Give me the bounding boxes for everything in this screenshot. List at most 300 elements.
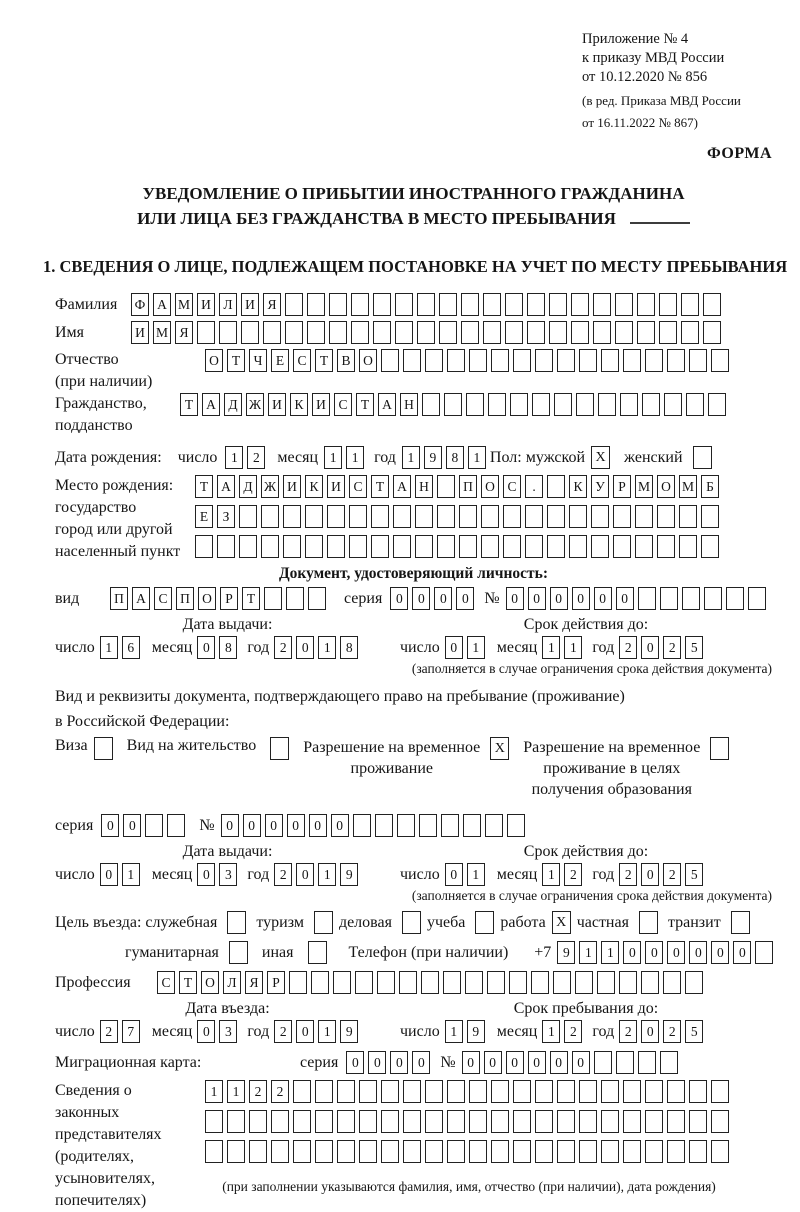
char-box[interactable]: [261, 505, 279, 528]
char-box[interactable]: [711, 1140, 729, 1163]
char-box[interactable]: 0: [445, 636, 463, 659]
char-box[interactable]: [415, 505, 433, 528]
purpose-humanitarian-checkbox[interactable]: [229, 941, 248, 964]
char-box[interactable]: Т: [195, 475, 213, 498]
char-box[interactable]: [421, 971, 439, 994]
char-box[interactable]: 9: [340, 863, 358, 886]
char-box[interactable]: [469, 1140, 487, 1163]
char-box[interactable]: 0: [528, 587, 546, 610]
char-box[interactable]: [637, 293, 655, 316]
char-box[interactable]: 0: [689, 941, 707, 964]
char-box[interactable]: 1: [205, 1080, 223, 1103]
char-box[interactable]: 1: [579, 941, 597, 964]
char-box[interactable]: [403, 1140, 421, 1163]
char-box[interactable]: 1: [346, 446, 364, 469]
char-box[interactable]: [289, 971, 307, 994]
char-box[interactable]: [195, 535, 213, 558]
char-box[interactable]: [711, 349, 729, 372]
purpose-study-checkbox[interactable]: [475, 911, 494, 934]
char-box[interactable]: [685, 971, 703, 994]
char-box[interactable]: [403, 349, 421, 372]
char-box[interactable]: И: [268, 393, 286, 416]
char-box[interactable]: [485, 814, 503, 837]
char-box[interactable]: Л: [219, 293, 237, 316]
char-box[interactable]: [359, 1110, 377, 1133]
char-box[interactable]: 1: [225, 446, 243, 469]
char-box[interactable]: 0: [506, 1051, 524, 1074]
char-box[interactable]: 2: [249, 1080, 267, 1103]
char-box[interactable]: С: [503, 475, 521, 498]
char-box[interactable]: 2: [274, 863, 292, 886]
char-box[interactable]: [681, 293, 699, 316]
char-box[interactable]: 1: [122, 863, 140, 886]
char-box[interactable]: 0: [645, 941, 663, 964]
char-box[interactable]: 3: [219, 863, 237, 886]
char-box[interactable]: И: [197, 293, 215, 316]
char-box[interactable]: 8: [340, 636, 358, 659]
char-box[interactable]: Т: [371, 475, 389, 498]
char-box[interactable]: [613, 535, 631, 558]
char-box[interactable]: 2: [619, 1020, 637, 1043]
char-box[interactable]: [535, 1140, 553, 1163]
char-box[interactable]: [393, 535, 411, 558]
char-box[interactable]: 0: [243, 814, 261, 837]
char-box[interactable]: Т: [179, 971, 197, 994]
char-box[interactable]: [615, 321, 633, 344]
char-box[interactable]: 0: [309, 814, 327, 837]
char-box[interactable]: [437, 535, 455, 558]
char-box[interactable]: [593, 293, 611, 316]
char-box[interactable]: [491, 1080, 509, 1103]
char-box[interactable]: Т: [242, 587, 260, 610]
char-box[interactable]: [355, 971, 373, 994]
char-box[interactable]: [645, 1080, 663, 1103]
char-box[interactable]: Я: [245, 971, 263, 994]
char-box[interactable]: [645, 1140, 663, 1163]
char-box[interactable]: 2: [619, 863, 637, 886]
char-box[interactable]: 0: [667, 941, 685, 964]
char-box[interactable]: 8: [446, 446, 464, 469]
char-box[interactable]: [557, 1080, 575, 1103]
char-box[interactable]: 0: [641, 636, 659, 659]
purpose-tourism-checkbox[interactable]: [314, 911, 333, 934]
char-box[interactable]: [447, 1080, 465, 1103]
char-box[interactable]: [417, 321, 435, 344]
temp-residence-checkbox[interactable]: X: [490, 737, 509, 760]
char-box[interactable]: [285, 321, 303, 344]
char-box[interactable]: 2: [274, 1020, 292, 1043]
purpose-other-checkbox[interactable]: [308, 941, 327, 964]
char-box[interactable]: [217, 535, 235, 558]
char-box[interactable]: 0: [123, 814, 141, 837]
char-box[interactable]: 2: [564, 1020, 582, 1043]
char-box[interactable]: 0: [296, 1020, 314, 1043]
char-box[interactable]: [711, 1080, 729, 1103]
char-box[interactable]: [681, 321, 699, 344]
char-box[interactable]: 0: [623, 941, 641, 964]
char-box[interactable]: [205, 1140, 223, 1163]
char-box[interactable]: [579, 1080, 597, 1103]
char-box[interactable]: М: [175, 293, 193, 316]
char-box[interactable]: 0: [101, 814, 119, 837]
purpose-work-checkbox[interactable]: X: [552, 911, 571, 934]
char-box[interactable]: [349, 535, 367, 558]
char-box[interactable]: 8: [219, 636, 237, 659]
char-box[interactable]: [726, 587, 744, 610]
char-box[interactable]: Я: [263, 293, 281, 316]
char-box[interactable]: [425, 1110, 443, 1133]
char-box[interactable]: [491, 349, 509, 372]
char-box[interactable]: [689, 349, 707, 372]
char-box[interactable]: [667, 1080, 685, 1103]
char-box[interactable]: 0: [390, 587, 408, 610]
char-box[interactable]: 6: [122, 636, 140, 659]
char-box[interactable]: [601, 1110, 619, 1133]
char-box[interactable]: [667, 1110, 685, 1133]
char-box[interactable]: [425, 1140, 443, 1163]
char-box[interactable]: [549, 293, 567, 316]
char-box[interactable]: 2: [100, 1020, 118, 1043]
char-box[interactable]: Д: [224, 393, 242, 416]
char-box[interactable]: 0: [572, 587, 590, 610]
char-box[interactable]: [447, 349, 465, 372]
char-box[interactable]: [576, 393, 594, 416]
char-box[interactable]: [557, 349, 575, 372]
char-box[interactable]: К: [569, 475, 587, 498]
char-box[interactable]: [469, 1110, 487, 1133]
char-box[interactable]: [638, 587, 656, 610]
visa-checkbox[interactable]: [94, 737, 113, 760]
char-box[interactable]: [315, 1110, 333, 1133]
char-box[interactable]: [513, 1080, 531, 1103]
char-box[interactable]: 0: [412, 587, 430, 610]
char-box[interactable]: 9: [340, 1020, 358, 1043]
char-box[interactable]: [375, 814, 393, 837]
char-box[interactable]: [535, 1080, 553, 1103]
char-box[interactable]: [689, 1110, 707, 1133]
char-box[interactable]: [703, 321, 721, 344]
char-box[interactable]: 1: [467, 636, 485, 659]
char-box[interactable]: [337, 1140, 355, 1163]
char-box[interactable]: [305, 535, 323, 558]
char-box[interactable]: [659, 293, 677, 316]
char-box[interactable]: [679, 505, 697, 528]
char-box[interactable]: [557, 1110, 575, 1133]
char-box[interactable]: [642, 393, 660, 416]
char-box[interactable]: Н: [400, 393, 418, 416]
char-box[interactable]: Д: [239, 475, 257, 498]
char-box[interactable]: О: [205, 349, 223, 372]
char-box[interactable]: [571, 321, 589, 344]
char-box[interactable]: [261, 535, 279, 558]
char-box[interactable]: [373, 293, 391, 316]
char-box[interactable]: [507, 814, 525, 837]
char-box[interactable]: [219, 321, 237, 344]
char-box[interactable]: Е: [195, 505, 213, 528]
char-box[interactable]: [645, 1110, 663, 1133]
char-box[interactable]: [263, 321, 281, 344]
char-box[interactable]: [439, 321, 457, 344]
char-box[interactable]: Т: [180, 393, 198, 416]
char-box[interactable]: И: [131, 321, 149, 344]
char-box[interactable]: 1: [402, 446, 420, 469]
char-box[interactable]: [359, 1140, 377, 1163]
char-box[interactable]: [315, 1080, 333, 1103]
char-box[interactable]: О: [657, 475, 675, 498]
char-box[interactable]: П: [176, 587, 194, 610]
char-box[interactable]: 0: [445, 863, 463, 886]
char-box[interactable]: 1: [318, 636, 336, 659]
char-box[interactable]: [461, 321, 479, 344]
char-box[interactable]: А: [393, 475, 411, 498]
char-box[interactable]: [393, 505, 411, 528]
char-box[interactable]: [704, 587, 722, 610]
char-box[interactable]: 2: [663, 1020, 681, 1043]
char-box[interactable]: Ж: [246, 393, 264, 416]
char-box[interactable]: 0: [484, 1051, 502, 1074]
char-box[interactable]: [443, 971, 461, 994]
char-box[interactable]: [525, 535, 543, 558]
char-box[interactable]: [419, 814, 437, 837]
char-box[interactable]: [547, 475, 565, 498]
char-box[interactable]: 1: [318, 863, 336, 886]
char-box[interactable]: 0: [265, 814, 283, 837]
char-box[interactable]: К: [290, 393, 308, 416]
char-box[interactable]: [531, 971, 549, 994]
char-box[interactable]: 9: [557, 941, 575, 964]
char-box[interactable]: 0: [412, 1051, 430, 1074]
char-box[interactable]: 0: [641, 863, 659, 886]
char-box[interactable]: [623, 349, 641, 372]
char-box[interactable]: А: [217, 475, 235, 498]
char-box[interactable]: [249, 1110, 267, 1133]
char-box[interactable]: [329, 321, 347, 344]
char-box[interactable]: [481, 535, 499, 558]
char-box[interactable]: 1: [468, 446, 486, 469]
char-box[interactable]: [283, 535, 301, 558]
char-box[interactable]: [286, 587, 304, 610]
char-box[interactable]: [527, 321, 545, 344]
char-box[interactable]: [461, 293, 479, 316]
char-box[interactable]: И: [327, 475, 345, 498]
char-box[interactable]: [459, 535, 477, 558]
char-box[interactable]: Н: [415, 475, 433, 498]
char-box[interactable]: Р: [267, 971, 285, 994]
char-box[interactable]: [469, 1080, 487, 1103]
char-box[interactable]: [333, 971, 351, 994]
char-box[interactable]: [615, 293, 633, 316]
char-box[interactable]: [469, 349, 487, 372]
char-box[interactable]: [509, 971, 527, 994]
char-box[interactable]: [307, 293, 325, 316]
char-box[interactable]: [547, 535, 565, 558]
char-box[interactable]: 1: [318, 1020, 336, 1043]
char-box[interactable]: 1: [542, 863, 560, 886]
char-box[interactable]: П: [110, 587, 128, 610]
char-box[interactable]: [283, 505, 301, 528]
char-box[interactable]: [227, 1110, 245, 1133]
char-box[interactable]: 0: [616, 587, 634, 610]
purpose-private-checkbox[interactable]: [639, 911, 658, 934]
char-box[interactable]: 0: [296, 636, 314, 659]
char-box[interactable]: [701, 505, 719, 528]
char-box[interactable]: [553, 971, 571, 994]
char-box[interactable]: 1: [542, 636, 560, 659]
char-box[interactable]: [594, 1051, 612, 1074]
char-box[interactable]: [569, 505, 587, 528]
char-box[interactable]: [264, 587, 282, 610]
char-box[interactable]: [532, 393, 550, 416]
char-box[interactable]: [239, 505, 257, 528]
char-box[interactable]: [623, 1140, 641, 1163]
char-box[interactable]: [437, 475, 455, 498]
char-box[interactable]: И: [312, 393, 330, 416]
char-box[interactable]: [488, 393, 506, 416]
char-box[interactable]: 0: [572, 1051, 590, 1074]
char-box[interactable]: [598, 393, 616, 416]
sex-male-checkbox[interactable]: X: [591, 446, 610, 469]
char-box[interactable]: [591, 535, 609, 558]
char-box[interactable]: 0: [594, 587, 612, 610]
char-box[interactable]: [205, 1110, 223, 1133]
char-box[interactable]: [491, 1110, 509, 1133]
char-box[interactable]: 5: [685, 1020, 703, 1043]
char-box[interactable]: [425, 349, 443, 372]
char-box[interactable]: 0: [456, 587, 474, 610]
char-box[interactable]: О: [359, 349, 377, 372]
char-box[interactable]: Е: [271, 349, 289, 372]
char-box[interactable]: 1: [445, 1020, 463, 1043]
char-box[interactable]: 0: [287, 814, 305, 837]
char-box[interactable]: [571, 293, 589, 316]
char-box[interactable]: 2: [663, 863, 681, 886]
char-box[interactable]: 9: [467, 1020, 485, 1043]
char-box[interactable]: [620, 393, 638, 416]
char-box[interactable]: Л: [223, 971, 241, 994]
char-box[interactable]: Т: [227, 349, 245, 372]
char-box[interactable]: И: [241, 293, 259, 316]
purpose-transit-checkbox[interactable]: [731, 911, 750, 934]
char-box[interactable]: 0: [390, 1051, 408, 1074]
char-box[interactable]: [439, 293, 457, 316]
char-box[interactable]: [591, 505, 609, 528]
char-box[interactable]: [447, 1140, 465, 1163]
char-box[interactable]: 0: [434, 587, 452, 610]
char-box[interactable]: 1: [324, 446, 342, 469]
char-box[interactable]: [513, 349, 531, 372]
char-box[interactable]: 0: [346, 1051, 364, 1074]
char-box[interactable]: [701, 535, 719, 558]
char-box[interactable]: Р: [220, 587, 238, 610]
char-box[interactable]: [623, 1110, 641, 1133]
char-box[interactable]: [271, 1110, 289, 1133]
char-box[interactable]: 1: [564, 636, 582, 659]
char-box[interactable]: [397, 814, 415, 837]
char-box[interactable]: [686, 393, 704, 416]
char-box[interactable]: [463, 814, 481, 837]
char-box[interactable]: [305, 505, 323, 528]
char-box[interactable]: [395, 321, 413, 344]
char-box[interactable]: 0: [221, 814, 239, 837]
char-box[interactable]: [311, 971, 329, 994]
char-box[interactable]: [667, 1140, 685, 1163]
char-box[interactable]: 0: [368, 1051, 386, 1074]
char-box[interactable]: [505, 321, 523, 344]
char-box[interactable]: [227, 1140, 245, 1163]
char-box[interactable]: 5: [685, 863, 703, 886]
char-box[interactable]: М: [635, 475, 653, 498]
char-box[interactable]: [381, 1110, 399, 1133]
char-box[interactable]: 9: [424, 446, 442, 469]
char-box[interactable]: А: [153, 293, 171, 316]
char-box[interactable]: [441, 814, 459, 837]
char-box[interactable]: [755, 941, 773, 964]
char-box[interactable]: [327, 505, 345, 528]
purpose-business-checkbox[interactable]: [402, 911, 421, 934]
char-box[interactable]: 0: [197, 1020, 215, 1043]
char-box[interactable]: О: [198, 587, 216, 610]
residence-permit-checkbox[interactable]: [270, 737, 289, 760]
char-box[interactable]: [657, 535, 675, 558]
char-box[interactable]: [337, 1110, 355, 1133]
char-box[interactable]: 2: [274, 636, 292, 659]
char-box[interactable]: [579, 349, 597, 372]
char-box[interactable]: [623, 1080, 641, 1103]
char-box[interactable]: [447, 1110, 465, 1133]
char-box[interactable]: 1: [601, 941, 619, 964]
char-box[interactable]: К: [305, 475, 323, 498]
char-box[interactable]: 0: [296, 863, 314, 886]
char-box[interactable]: З: [217, 505, 235, 528]
char-box[interactable]: [569, 535, 587, 558]
char-box[interactable]: Т: [315, 349, 333, 372]
char-box[interactable]: [491, 1140, 509, 1163]
char-box[interactable]: [351, 293, 369, 316]
char-box[interactable]: [293, 1140, 311, 1163]
char-box[interactable]: [535, 349, 553, 372]
char-box[interactable]: А: [202, 393, 220, 416]
char-box[interactable]: 1: [542, 1020, 560, 1043]
char-box[interactable]: Ж: [261, 475, 279, 498]
char-box[interactable]: [483, 293, 501, 316]
char-box[interactable]: [638, 1051, 656, 1074]
char-box[interactable]: [285, 293, 303, 316]
char-box[interactable]: [616, 1051, 634, 1074]
char-box[interactable]: [315, 1140, 333, 1163]
char-box[interactable]: 0: [733, 941, 751, 964]
char-box[interactable]: [373, 321, 391, 344]
char-box[interactable]: [483, 321, 501, 344]
char-box[interactable]: 0: [711, 941, 729, 964]
char-box[interactable]: [513, 1140, 531, 1163]
char-box[interactable]: [337, 1080, 355, 1103]
purpose-official-checkbox[interactable]: [227, 911, 246, 934]
char-box[interactable]: [663, 971, 681, 994]
char-box[interactable]: [503, 505, 521, 528]
char-box[interactable]: 0: [506, 587, 524, 610]
char-box[interactable]: 1: [100, 636, 118, 659]
char-box[interactable]: [167, 814, 185, 837]
char-box[interactable]: [395, 293, 413, 316]
char-box[interactable]: [579, 1110, 597, 1133]
char-box[interactable]: Р: [613, 475, 631, 498]
char-box[interactable]: М: [153, 321, 171, 344]
char-box[interactable]: [503, 535, 521, 558]
char-box[interactable]: 0: [197, 636, 215, 659]
char-box[interactable]: С: [293, 349, 311, 372]
char-box[interactable]: [197, 321, 215, 344]
char-box[interactable]: [660, 587, 678, 610]
